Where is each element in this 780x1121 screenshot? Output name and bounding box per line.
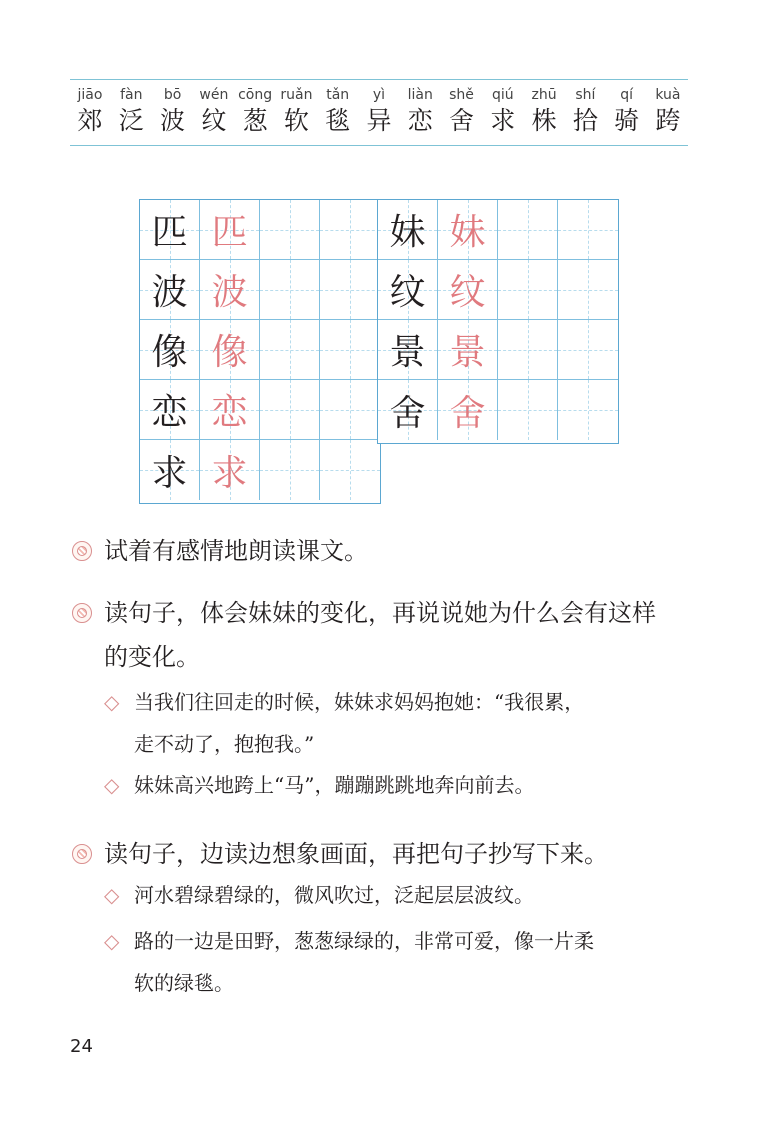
trace-character: 匹 [211,212,248,253]
exercise-badge-icon [72,844,92,864]
trace-cell [200,260,260,320]
diamond-bullet-icon: ◇ [104,690,120,714]
vocab-top-rule [70,79,688,80]
practice-cell[interactable] [320,260,380,320]
trace-cell [438,320,498,380]
sentence-line: 妹妹高兴地跨上“马”，蹦蹦跳跳地奔向前去。 [134,773,535,797]
practice-cell[interactable] [558,380,618,440]
practice-cell[interactable] [260,200,320,260]
model-character: 纹 [389,272,426,313]
hanzi: 株 [531,106,557,135]
exercise-2-line-2: 的变化。 [104,643,200,671]
model-character: 求 [151,452,188,494]
model-cell [140,260,200,320]
hanzi: 舍 [449,106,475,135]
pinyin: qí [620,87,634,103]
practice-cell[interactable] [320,200,380,260]
hanzi: 恋 [407,106,433,135]
vocab-item [442,86,482,140]
vocab-item [111,86,151,140]
vocab-item [276,86,316,140]
pinyin: kuà [655,87,681,103]
model-character: 像 [151,332,188,373]
model-character: 妹 [389,212,426,253]
trace-character: 恋 [211,392,248,433]
practice-cell[interactable] [498,320,558,380]
grid-row [140,440,380,500]
grid-row [140,320,380,380]
vocab-item [648,86,688,140]
hanzi: 波 [160,106,186,135]
practice-cell[interactable] [498,380,558,440]
trace-character: 求 [211,452,248,494]
grid-row [140,380,380,440]
model-cell [140,440,200,500]
hanzi: 纹 [201,106,227,135]
model-character: 恋 [151,392,188,433]
vocab-item [565,86,605,140]
hanzi: 跨 [655,106,681,135]
practice-cell[interactable] [498,200,558,260]
practice-cell[interactable] [558,260,618,320]
hanzi: 葱 [242,106,268,135]
vocab-item [359,86,399,140]
exercise-1-text: 试着有感情地朗读课文。 [104,537,368,565]
exercise-3-text: 读句子，边读边想象画面，再把句子抄写下来。 [104,840,608,868]
model-cell [140,200,200,260]
hanzi: 毯 [325,106,351,135]
pinyin: wén [199,87,229,103]
model-cell [378,380,438,440]
vocabulary-list [70,86,688,140]
trace-character: 纹 [449,272,486,313]
trace-character: 景 [449,332,486,373]
model-cell [378,200,438,260]
pinyin: cōng [238,87,273,103]
model-character: 波 [151,272,188,313]
pinyin: yì [372,87,386,103]
exercise-2-line-1: 读句子，体会妹妹的变化，再说说她为什么会有这样 [104,599,656,627]
practice-cell[interactable] [320,440,380,500]
sentence-line: 河水碧绿碧绿的，微风吹过，泛起层层波纹。 [134,883,534,907]
grid-row [140,200,380,260]
hanzi: 求 [490,106,516,135]
pinyin: bō [163,87,182,103]
vocab-item [70,86,110,140]
vocab-item [607,86,647,140]
vocab-item [400,86,440,140]
grid-row [378,320,618,380]
model-cell [140,320,200,380]
model-cell [378,260,438,320]
exercise-badge-icon [72,603,92,623]
pinyin: ruǎn [280,87,313,103]
model-character: 舍 [389,392,426,434]
pinyin: shě [449,87,474,103]
practice-cell[interactable] [558,200,618,260]
trace-cell [200,200,260,260]
grid-row [140,260,380,320]
writing-grid-left [139,199,381,504]
sentence-line: 软的绿毯。 [134,971,234,995]
practice-cell[interactable] [260,440,320,500]
writing-grid-right [377,199,619,444]
vocab-item [153,86,193,140]
hanzi: 软 [283,106,309,135]
pinyin: zhū [531,87,557,103]
practice-cell[interactable] [320,380,380,440]
pinyin: qiú [491,87,514,103]
model-cell [140,380,200,440]
vocab-item [318,86,358,140]
trace-cell [200,440,260,500]
model-character: 匹 [151,212,188,253]
grid-row [378,380,618,440]
pinyin: tǎn [326,87,350,103]
hanzi: 拾 [572,106,598,135]
practice-cell[interactable] [260,320,320,380]
trace-cell [200,380,260,440]
trace-cell [438,380,498,440]
model-cell [378,320,438,380]
vocab-item [524,86,564,140]
practice-cell[interactable] [260,260,320,320]
hanzi: 郊 [77,106,103,135]
page-number: 24 [70,1036,93,1057]
practice-cell[interactable] [260,380,320,440]
grid-row [378,200,618,260]
pinyin: shí [575,87,596,103]
sentence-line: 当我们往回走的时候，妹妹求妈妈抱她：“我很累， [134,690,585,714]
diamond-bullet-icon: ◇ [104,883,120,907]
exercise-badge-icon [72,541,92,561]
trace-cell [438,200,498,260]
hanzi: 骑 [614,106,640,135]
trace-cell [200,320,260,380]
pinyin: liàn [407,87,433,103]
hanzi: 异 [366,106,392,135]
sentence-line: 走不动了，抱抱我。” [134,732,315,756]
hanzi: 泛 [118,106,144,135]
vocab-item [194,86,234,140]
pinyin: jiāo [77,87,103,103]
diamond-bullet-icon: ◇ [104,929,120,953]
vocab-item [483,86,523,140]
vocab-bottom-rule [70,145,688,146]
practice-cell[interactable] [320,320,380,380]
grid-row [378,260,618,320]
pinyin: fàn [120,87,143,103]
trace-character: 波 [211,272,248,313]
trace-character: 像 [211,332,248,373]
trace-character: 舍 [449,392,486,434]
model-character: 景 [389,332,426,373]
trace-character: 妹 [449,212,486,253]
practice-cell[interactable] [558,320,618,380]
practice-cell[interactable] [498,260,558,320]
trace-cell [438,260,498,320]
vocab-item [235,86,275,140]
sentence-line: 路的一边是田野，葱葱绿绿的，非常可爱，像一片柔 [134,929,594,953]
diamond-bullet-icon: ◇ [104,773,120,797]
